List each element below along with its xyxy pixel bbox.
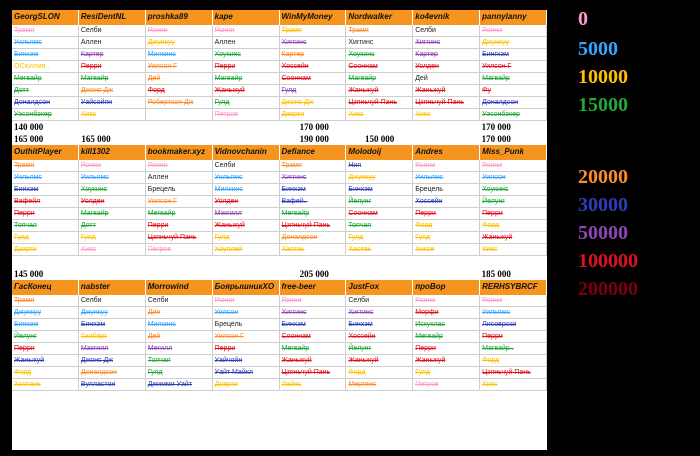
pick-cell: Селби — [213, 160, 280, 171]
pick-cell: Дей — [146, 331, 213, 342]
total-value: 170 000 — [481, 134, 511, 144]
pick-row — [12, 85, 547, 97]
pick-cell: Уайт Майкл — [213, 367, 280, 378]
pick-cell: Ронни — [413, 160, 480, 171]
pick-cell: Уилсон Г — [480, 61, 547, 72]
player-name: Miss_Punk — [480, 145, 547, 160]
player-name: ГасКонец — [12, 280, 79, 295]
pick-cell: Форд — [413, 220, 480, 231]
pick-cell: Селби — [79, 295, 146, 306]
pick-cell: Хоссейн — [413, 196, 480, 207]
player-name: bookmaker.xyz — [146, 145, 213, 160]
pick-cell: Хоукинс — [213, 49, 280, 60]
pick-row — [12, 367, 547, 379]
pick-cell: Бинхэм — [346, 184, 413, 195]
pick-cell: Ронни — [413, 295, 480, 306]
pick-cell: Мертенс — [346, 379, 413, 390]
pick-cell: Хикс — [79, 244, 146, 255]
pick-cell: Дин — [146, 307, 213, 318]
total-value — [147, 121, 214, 133]
pick-cell: Джункуу — [346, 172, 413, 183]
legend-value: 10000 — [578, 66, 628, 88]
total-value: 145 000 — [14, 269, 44, 279]
pick-cell: Хикс — [480, 379, 547, 390]
pick-cell: Бинхэм — [346, 319, 413, 330]
pick-cell: Уолден — [213, 196, 280, 207]
pick-cell: Уильямс — [213, 172, 280, 183]
pick-cell: Трамп — [12, 295, 79, 306]
pick-cell: Цзяньчуй Пань — [413, 97, 480, 108]
pick-cell: Джимми Уайт — [146, 379, 213, 390]
total-value: 170 000 — [481, 122, 511, 132]
pick-cell: Искуклас — [413, 319, 480, 330]
pick-cell: Гулд — [413, 232, 480, 243]
total-value: 150 000 — [364, 134, 395, 144]
legend-value: 50000 — [578, 222, 628, 244]
pick-cell: Уилсон — [480, 172, 547, 183]
pick-cell: Уильямс — [12, 172, 79, 183]
pick-row — [12, 295, 547, 307]
player-name: Defiance — [280, 145, 347, 160]
pick-cell: Уолден — [79, 196, 146, 207]
legend-value: 20000 — [578, 166, 628, 188]
total-value — [79, 268, 146, 280]
pick-cell: Бинхэм — [280, 319, 347, 330]
pick-row — [12, 307, 547, 319]
pick-row — [12, 25, 547, 37]
total-value: 170 000 — [299, 122, 329, 132]
player-name: БоярышникXO — [213, 280, 280, 295]
pick-cell: Картер — [79, 49, 146, 60]
legend-value: 200000 — [578, 278, 638, 300]
pick-cell: Жаньжуй — [413, 85, 480, 96]
pick-cell: Сооннам — [346, 61, 413, 72]
player-name: nabster — [79, 280, 146, 295]
pick-row — [12, 160, 547, 172]
pick-cell: Джонс Дж — [79, 85, 146, 96]
pick-cell: Гулд — [413, 367, 480, 378]
pick-cell: Сооннам — [280, 73, 347, 84]
pick-cell: Жаньжуй — [346, 355, 413, 366]
pick-cell: Вулластон — [79, 379, 146, 390]
pick-cell: Доналдсон — [12, 97, 79, 108]
pick-cell: Сооннам — [280, 331, 347, 342]
pick-cell: Уилсон Г — [213, 331, 280, 342]
total-row — [12, 121, 547, 133]
total-value: 165 000 — [81, 134, 111, 144]
pick-cell: Аллен — [79, 37, 146, 48]
total-value — [347, 256, 412, 268]
total-value — [347, 268, 412, 280]
pick-cell: Бинхэм — [12, 184, 79, 195]
pick-cell: ОСюллив.. — [12, 61, 79, 72]
pick-cell: Аллен — [213, 37, 280, 48]
pick-cell: Джункуу — [480, 37, 547, 48]
pick-cell: Хиггинс — [280, 307, 347, 318]
player-name: RERHSYBRCF — [480, 280, 547, 295]
pick-cell: Гулд — [79, 232, 146, 243]
pick-cell: Хоотань — [12, 379, 79, 390]
pick-cell: Хаотаь — [280, 244, 347, 255]
pick-cell: Топчая — [346, 220, 413, 231]
pick-cell: Хиксе — [413, 244, 480, 255]
pick-cell: Бингхэм — [480, 49, 547, 60]
total-value — [412, 121, 479, 133]
pick-cell: Хоссейн — [346, 331, 413, 342]
pick-cell: Джункуу — [79, 307, 146, 318]
pick-cell: Трамп — [346, 25, 413, 36]
total-value — [147, 133, 214, 145]
pick-cell: Цзяньчуй Пань — [146, 232, 213, 243]
total-value — [12, 256, 79, 268]
pick-cell: Мегвайр — [280, 208, 347, 219]
pick-cell: Хоссейн — [280, 61, 347, 72]
total-value — [282, 256, 347, 268]
pick-cell: Доналдсон — [79, 367, 146, 378]
total-value — [147, 268, 214, 280]
pick-cell: Хоукинс — [79, 184, 146, 195]
pick-cell: Уильямс — [480, 307, 547, 318]
legend-value: 100000 — [578, 250, 638, 272]
pick-cell: Сооннам — [346, 208, 413, 219]
pick-cell: Дазрти — [280, 109, 347, 120]
pick-cell: Жаньжуй — [480, 232, 547, 243]
total-value — [347, 121, 412, 133]
pick-row — [12, 220, 547, 232]
pick-cell: Дей — [146, 73, 213, 84]
pick-cell: Хикс — [79, 109, 146, 120]
pick-cell: Форд — [346, 367, 413, 378]
pick-row — [12, 49, 547, 61]
pick-cell: Джонс Дж — [79, 355, 146, 366]
pick-cell: Перри — [480, 331, 547, 342]
pick-cell: Перри — [413, 208, 480, 219]
total-value: 185 000 — [481, 269, 511, 279]
pick-row — [12, 208, 547, 220]
player-name: Molodoij — [346, 145, 413, 160]
total-row — [12, 268, 547, 280]
pick-cell: Трамп — [12, 25, 79, 36]
pick-cell: Топчая — [146, 355, 213, 366]
pick-cell: Доналдсон — [480, 97, 547, 108]
pick-cell: Мегвайр — [12, 73, 79, 84]
pick-cell: Ронни — [146, 160, 213, 171]
pick-cell: Жаньжуй — [413, 355, 480, 366]
pick-cell: Дотт — [79, 220, 146, 231]
pick-cell: Ронни — [79, 160, 146, 171]
total-value: 165 000 — [14, 134, 44, 144]
player-header-row — [12, 280, 547, 295]
pick-cell: Йелунг — [346, 343, 413, 354]
pick-cell: Ронни — [213, 25, 280, 36]
total-value — [412, 256, 479, 268]
pick-cell: Уильямс — [12, 37, 79, 48]
pick-cell: Форд — [480, 355, 547, 366]
pick-cell: Уолден — [413, 61, 480, 72]
pick-cell: Селби — [346, 295, 413, 306]
pick-cell: Картер — [280, 49, 347, 60]
total-value: 140 000 — [14, 122, 44, 132]
pick-cell: Петров — [146, 244, 213, 255]
pick-cell: Брецель — [146, 184, 213, 195]
total-value — [412, 133, 479, 145]
total-value — [79, 121, 146, 133]
total-value — [214, 256, 281, 268]
pick-cell: Доналдсон — [280, 232, 347, 243]
pick-cell: Дотт — [12, 85, 79, 96]
pick-cell: Магвайр — [79, 208, 146, 219]
total-value — [214, 121, 281, 133]
pick-cell: Хоуплей — [213, 244, 280, 255]
pick-cell: Форд — [480, 220, 547, 231]
legend-value: 5000 — [578, 38, 618, 60]
pick-row — [12, 232, 547, 244]
pick-cell: Лайнс — [280, 379, 347, 390]
total-row — [12, 256, 547, 268]
pick-cell: Ронни — [213, 295, 280, 306]
pick-cell: Форд — [12, 367, 79, 378]
pick-cell: Хиггинс — [346, 307, 413, 318]
pick-cell: Жаньжуй — [213, 85, 280, 96]
pick-row — [12, 379, 547, 391]
pick-row — [12, 184, 547, 196]
pick-cell: Перри — [413, 343, 480, 354]
pick-cell: Бинхэм — [12, 49, 79, 60]
pick-cell: Джункуу — [12, 307, 79, 318]
pick-cell: Жаньжуй — [280, 355, 347, 366]
prediction-sheet — [12, 10, 547, 450]
pick-cell: Цзяньчуй Пань — [346, 97, 413, 108]
pick-cell: Мегвайр — [413, 331, 480, 342]
pick-cell: Дей — [413, 73, 480, 84]
total-value — [480, 256, 547, 268]
pick-cell: Аллен — [146, 172, 213, 183]
pick-cell: Гулд — [146, 367, 213, 378]
total-value — [214, 268, 281, 280]
player-name: GeorgSLON — [12, 10, 79, 25]
pick-cell: Дазрти — [12, 244, 79, 255]
pick-cell: Перри — [12, 208, 79, 219]
pick-cell: Брецель — [413, 184, 480, 195]
pick-cell: Гулд — [280, 85, 347, 96]
pick-cell: Форд — [146, 85, 213, 96]
total-value — [214, 133, 281, 145]
pick-cell: Трамп — [280, 25, 347, 36]
player-header-row — [12, 145, 547, 160]
total-value: 190 000 — [299, 134, 329, 144]
pick-cell: Мегвайр — [280, 343, 347, 354]
pick-cell: Уайчойн — [213, 355, 280, 366]
pick-cell: Доэрти — [213, 379, 280, 390]
pick-cell: Жаньжуй — [213, 220, 280, 231]
pick-cell: Цзяньчуй Пань — [280, 220, 347, 231]
player-name: WinMyMoney — [280, 10, 347, 25]
player-name: OuthitPlayer — [12, 145, 79, 160]
pick-cell: Ронни — [480, 25, 547, 36]
pick-cell: Уэсонбэкер — [480, 109, 547, 120]
pick-cell: Робертсон Дж — [146, 97, 213, 108]
pick-cell: Хиггинс — [280, 172, 347, 183]
player-header-row — [12, 10, 547, 25]
pick-cell: Хиггинс — [346, 37, 413, 48]
pick-cell: Петров — [213, 109, 280, 120]
pick-cell: Селби — [79, 25, 146, 36]
pick-cell: Ронни — [146, 25, 213, 36]
pick-cell: Хикс — [346, 109, 413, 120]
pick-cell: Петров — [413, 379, 480, 390]
pick-cell: Милкинс — [146, 319, 213, 330]
player-name: Vidnovchanin — [213, 145, 280, 160]
pick-cell: Уилсон — [213, 307, 280, 318]
pick-cell: Хоукинс — [480, 184, 547, 195]
pick-row — [12, 343, 547, 355]
pick-cell: Лисоврски — [480, 319, 547, 330]
player-name: JustFox — [346, 280, 413, 295]
pick-cell: Трамп — [280, 160, 347, 171]
pick-cell: Макгилл — [79, 343, 146, 354]
pick-cell: Вафейл — [12, 196, 79, 207]
pick-cell: Селби — [413, 25, 480, 36]
pick-row — [12, 37, 547, 49]
player-name: Andres — [413, 145, 480, 160]
pick-cell: Цзяньчуй Пань — [280, 367, 347, 378]
pick-cell: Жаньжуй — [12, 355, 79, 366]
pick-cell: Перри — [146, 220, 213, 231]
pick-cell: Ронни — [480, 160, 547, 171]
pick-cell: Мегвайр — [146, 208, 213, 219]
total-value — [147, 256, 214, 268]
pick-cell: Бинхэм — [79, 319, 146, 330]
pick-cell: Бинхэм — [280, 184, 347, 195]
legend-value: 300000 — [578, 306, 638, 328]
player-name: kill1302 — [79, 145, 146, 160]
pick-cell: Гилберт — [79, 331, 146, 342]
spacer — [12, 391, 547, 401]
pick-cell: Хаотаь — [346, 244, 413, 255]
player-name: pannylanny — [480, 10, 547, 25]
player-name: proshka89 — [146, 10, 213, 25]
pick-row — [12, 355, 547, 367]
pick-cell: Бинхэм — [12, 319, 79, 330]
pick-cell: Мегилл — [146, 343, 213, 354]
pick-cell: Гулд — [213, 97, 280, 108]
pick-cell: Хоукинс — [346, 49, 413, 60]
pick-cell: Ронни — [280, 295, 347, 306]
pick-cell: Фу — [480, 85, 547, 96]
player-name: проВор — [413, 280, 480, 295]
pick-cell: Магвайр — [346, 73, 413, 84]
pick-cell: Морфи — [413, 307, 480, 318]
pick-cell: Уильямс — [413, 172, 480, 183]
pick-cell: Топчая — [12, 220, 79, 231]
pick-cell: Магвайр — [79, 73, 146, 84]
pick-cell: Вафей.. — [280, 196, 347, 207]
pick-cell: Уэсонбэкер — [12, 109, 79, 120]
pick-row — [12, 109, 547, 121]
pick-row — [12, 196, 547, 208]
player-name: free-beer — [280, 280, 347, 295]
pick-cell: Перри — [79, 61, 146, 72]
pick-cell: Хиггинс — [413, 37, 480, 48]
pick-row — [12, 73, 547, 85]
pick-row — [12, 172, 547, 184]
total-value — [79, 256, 146, 268]
total-row — [12, 133, 547, 145]
pick-cell: Перри — [12, 343, 79, 354]
total-value: 205 000 — [299, 269, 329, 279]
pick-cell: Магвайр — [213, 73, 280, 84]
pick-row — [12, 244, 547, 256]
player-name: ko4evnik — [413, 10, 480, 25]
pick-cell: Мэкгилл — [213, 208, 280, 219]
pick-cell: Селби — [146, 295, 213, 306]
pick-cell: Гулд — [213, 232, 280, 243]
pick-cell: Брецель — [213, 319, 280, 330]
pick-cell: Магвайр.. — [480, 343, 547, 354]
pick-cell — [146, 109, 213, 120]
pick-cell: Уильямс — [79, 172, 146, 183]
pick-cell: Жаньжуй — [346, 85, 413, 96]
pick-cell: Магвайр — [480, 73, 547, 84]
pick-cell: Джункуу — [146, 37, 213, 48]
player-name: Morrowind — [146, 280, 213, 295]
pick-cell: Уилсон Г — [146, 196, 213, 207]
player-name: kape — [213, 10, 280, 25]
pick-cell: Джонс Дж — [280, 97, 347, 108]
pick-cell: Цзяньчуй Пань — [480, 367, 547, 378]
player-name: Nordwalker — [346, 10, 413, 25]
pick-cell: Ния — [346, 160, 413, 171]
pick-cell: Перри — [213, 343, 280, 354]
pick-row — [12, 331, 547, 343]
pick-cell: Перри — [480, 208, 547, 219]
pick-row — [12, 61, 547, 73]
pick-cell: Картер — [413, 49, 480, 60]
pick-row — [12, 97, 547, 109]
legend-value: 15000 — [578, 94, 628, 116]
pick-cell: Йелунг — [346, 196, 413, 207]
pick-cell: Уилсон Г — [146, 61, 213, 72]
pick-cell: Милкинс — [213, 184, 280, 195]
pick-cell: Перри — [213, 61, 280, 72]
pick-row — [12, 319, 547, 331]
pick-cell: Гулд — [346, 232, 413, 243]
total-value — [412, 268, 479, 280]
player-name: ResiDentNL — [79, 10, 146, 25]
pick-cell: Хикс — [413, 109, 480, 120]
pick-cell: Гулд — [12, 232, 79, 243]
pick-cell: Ронни — [480, 295, 547, 306]
legend-value: 30000 — [578, 194, 628, 216]
pick-cell: Хиггинс — [280, 37, 347, 48]
pick-cell: Уайсойпн — [79, 97, 146, 108]
pick-cell: Йелунг — [480, 196, 547, 207]
legend-value: 0 — [578, 8, 588, 30]
pick-cell: Трамп — [12, 160, 79, 171]
pick-cell: Милкинс — [146, 49, 213, 60]
pick-cell: Хикс — [480, 244, 547, 255]
pick-cell: Йелунг — [12, 331, 79, 342]
